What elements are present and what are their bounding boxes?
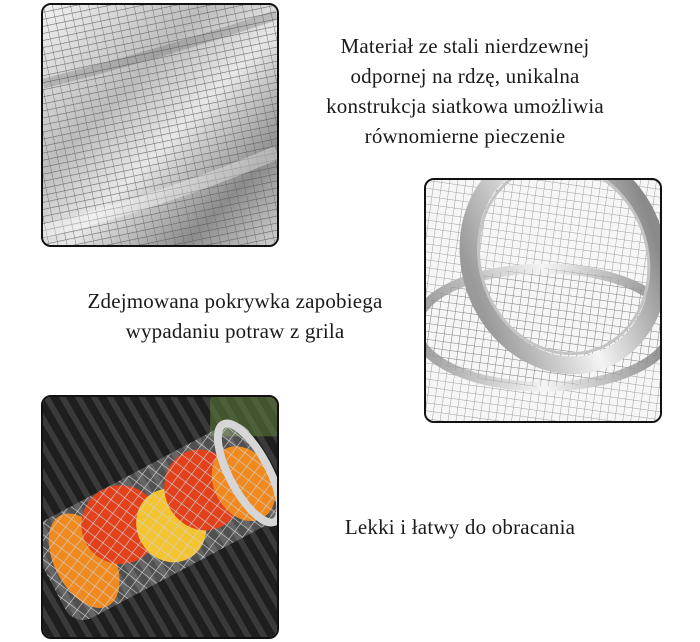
grill-basket-photo [41,395,279,639]
caption-line: Zdejmowana pokrywka zapobiega [87,289,383,313]
caption-line: odpornej na rdzę, unikalna [350,64,580,88]
caption-line: równomierne pieczenie [364,124,566,148]
caption-lid [40,286,430,346]
removable-lid-photo [424,178,662,423]
caption-line: Materiał ze stali nierdzewnej [340,34,590,58]
mesh-tube-photo [41,3,279,247]
caption-line: wypadaniu potraw z grila [125,319,345,343]
caption-material [295,31,635,151]
caption-line: Lekki i łatwy do obracania [344,515,576,539]
caption-light [300,512,620,542]
caption-line: konstrukcja siatkowa umożliwia [326,94,604,118]
